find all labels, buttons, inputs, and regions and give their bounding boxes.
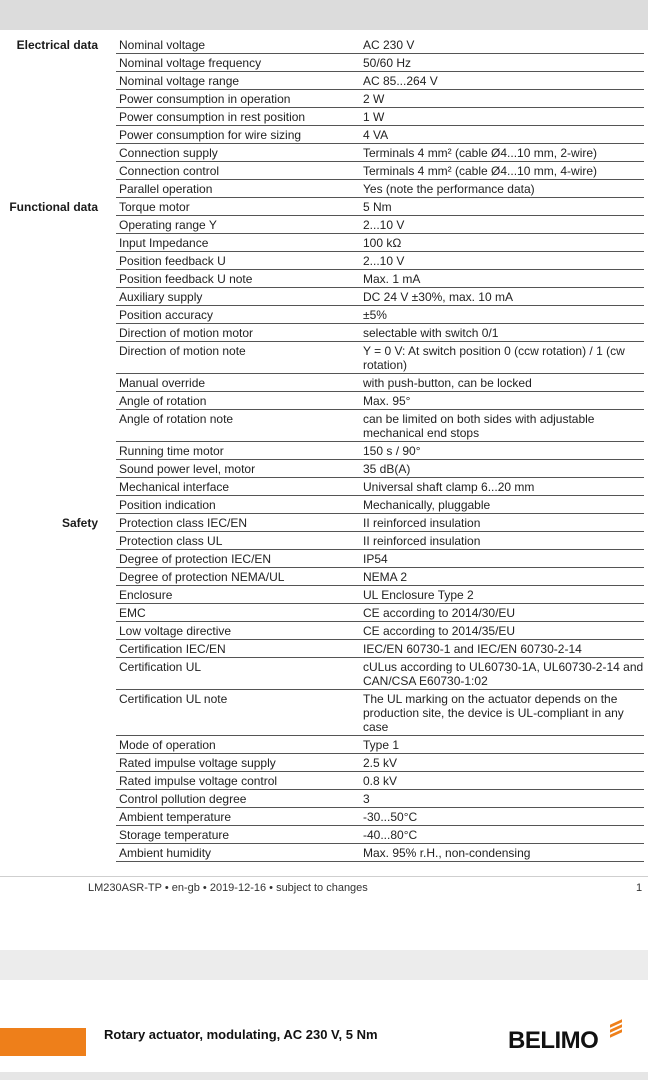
spec-value: Max. 1 mA — [363, 271, 421, 286]
spec-row — [116, 622, 644, 640]
spec-value: IP54 — [363, 551, 388, 566]
spec-key: Sound power level, motor — [119, 461, 256, 476]
spec-key: Running time motor — [119, 443, 224, 458]
spec-key: Nominal voltage range — [119, 73, 240, 88]
spec-value: 3 — [363, 791, 370, 806]
spec-row — [116, 180, 644, 198]
spec-row — [116, 90, 644, 108]
spec-key: Position indication — [119, 497, 216, 512]
spec-row — [116, 658, 644, 690]
spec-key: Degree of protection NEMA/UL — [119, 569, 285, 584]
spec-value: Mechanically, pluggable — [363, 497, 491, 512]
spec-key: Mechanical interface — [119, 479, 230, 494]
spec-row — [116, 108, 644, 126]
spec-row — [116, 162, 644, 180]
spec-value: -30...50°C — [363, 809, 418, 824]
spec-value: Universal shaft clamp 6...20 mm — [363, 479, 535, 494]
spec-value: 2 W — [363, 91, 385, 106]
spec-row — [116, 496, 644, 514]
spec-row — [116, 288, 644, 306]
spec-row — [116, 342, 644, 374]
spec-key: Storage temperature — [119, 827, 230, 842]
logo-mark-icon — [610, 1021, 622, 1037]
spec-value: II reinforced insulation — [363, 533, 481, 548]
section-label: Electrical data — [16, 37, 98, 52]
spec-key: Rated impulse voltage supply — [119, 755, 276, 770]
spec-key: Angle of rotation note — [119, 411, 234, 426]
spec-value: CE according to 2014/35/EU — [363, 623, 516, 638]
spec-value: 4 VA — [363, 127, 389, 142]
spec-row — [116, 790, 644, 808]
spec-row — [116, 234, 644, 252]
spec-key: Auxiliary supply — [119, 289, 203, 304]
spec-row — [116, 410, 644, 442]
footer-divider — [0, 876, 648, 877]
spec-key: Certification UL — [119, 659, 202, 674]
logo-text: BELIMO — [508, 1027, 599, 1054]
spec-row — [116, 640, 644, 658]
spec-key: Angle of rotation — [119, 393, 207, 408]
spec-row — [116, 478, 644, 496]
spec-value: selectable with switch 0/1 — [363, 325, 499, 340]
spec-row — [116, 460, 644, 478]
spec-value: II reinforced insulation — [363, 515, 481, 530]
spec-row — [116, 126, 644, 144]
spec-key: Power consumption for wire sizing — [119, 127, 302, 142]
spec-key: Input Impedance — [119, 235, 209, 250]
spec-row — [116, 306, 644, 324]
spec-key: Ambient humidity — [119, 845, 212, 860]
spec-row — [116, 252, 644, 270]
spec-row — [116, 844, 644, 862]
page-number: 1 — [636, 882, 643, 894]
spec-value: Y = 0 V: At switch position 0 (ccw rotation) / 1 (cw rotation) — [363, 343, 625, 372]
spec-key: Nominal voltage frequency — [119, 55, 262, 70]
spec-value: 100 kΩ — [363, 235, 402, 250]
spec-value: IEC/EN 60730-1 and IEC/EN 60730-2-14 — [363, 641, 582, 656]
spec-key: Parallel operation — [119, 181, 213, 196]
spec-row — [116, 514, 644, 532]
spec-row — [116, 324, 644, 342]
spec-row — [116, 198, 644, 216]
spec-value: Yes (note the performance data) — [363, 181, 535, 196]
spec-value: can be limited on both sides with adjustable mechanical end stops — [363, 411, 595, 440]
spec-row — [116, 54, 644, 72]
spec-value: NEMA 2 — [363, 569, 408, 584]
spec-table — [116, 36, 644, 862]
spec-value: 2...10 V — [363, 253, 405, 268]
spec-key: Enclosure — [119, 587, 173, 602]
spec-row — [116, 772, 644, 790]
spec-row — [116, 374, 644, 392]
spec-value: The UL marking on the actuator depends on the production site, the device is UL-compliant in any case — [363, 691, 624, 734]
spec-key: Certification UL note — [119, 691, 228, 706]
spec-key: Protection class UL — [119, 533, 223, 548]
spec-value: AC 230 V — [363, 37, 415, 52]
spec-key: Power consumption in operation — [119, 91, 291, 106]
spec-key: Position accuracy — [119, 307, 214, 322]
product-title: Rotary actuator, modulating, AC 230 V, 5 Nm — [104, 1027, 378, 1042]
spec-row — [116, 36, 644, 54]
spec-key: Connection supply — [119, 145, 218, 160]
spec-value: 35 dB(A) — [363, 461, 411, 476]
spec-key: EMC — [119, 605, 146, 620]
spec-value: 0.8 kV — [363, 773, 398, 788]
spec-key: Torque motor — [119, 199, 190, 214]
spec-key: Degree of protection IEC/EN — [119, 551, 272, 566]
bottom-band — [0, 1072, 648, 1080]
belimo-logo — [508, 1021, 622, 1057]
spec-key: Ambient temperature — [119, 809, 232, 824]
spec-row — [116, 826, 644, 844]
page-separator — [0, 950, 648, 980]
spec-key: Low voltage directive — [119, 623, 232, 638]
spec-row — [116, 144, 644, 162]
spec-row — [116, 754, 644, 772]
spec-key: Position feedback U note — [119, 271, 253, 286]
spec-key: Rated impulse voltage control — [119, 773, 278, 788]
spec-key: Direction of motion motor — [119, 325, 254, 340]
spec-value: Terminals 4 mm² (cable Ø4...10 mm, 2-wire) — [363, 145, 598, 160]
spec-key: Manual override — [119, 375, 206, 390]
spec-value: -40...80°C — [363, 827, 418, 842]
spec-row — [116, 442, 644, 460]
spec-row — [116, 216, 644, 234]
spec-key: Power consumption in rest position — [119, 109, 306, 124]
spec-value: UL Enclosure Type 2 — [363, 587, 474, 602]
spec-key: Connection control — [119, 163, 220, 178]
spec-row — [116, 550, 644, 568]
spec-key: Certification IEC/EN — [119, 641, 226, 656]
spec-row — [116, 586, 644, 604]
spec-value: 2.5 kV — [363, 755, 398, 770]
spec-row — [116, 72, 644, 90]
spec-row — [116, 270, 644, 288]
spec-value: ±5% — [363, 307, 387, 322]
spec-value: CE according to 2014/30/EU — [363, 605, 516, 620]
spec-key: Control pollution degree — [119, 791, 247, 806]
spec-row — [116, 736, 644, 754]
spec-row — [116, 604, 644, 622]
spec-row — [116, 568, 644, 586]
section-label: Functional data — [9, 199, 98, 214]
spec-value: 150 s / 90° — [363, 443, 421, 458]
spec-row — [116, 392, 644, 410]
spec-value: Max. 95% r.H., non-condensing — [363, 845, 531, 860]
spec-value: with push-button, can be locked — [363, 375, 532, 390]
spec-value: Max. 95° — [363, 393, 411, 408]
spec-key: Operating range Y — [119, 217, 217, 232]
page-top-bar — [0, 0, 648, 30]
spec-value: cULus according to UL60730-1A, UL60730-2-14 and CAN/CSA E60730-1:02 — [363, 659, 644, 688]
spec-key: Nominal voltage — [119, 37, 206, 52]
spec-value: 5 Nm — [363, 199, 392, 214]
spec-value: Terminals 4 mm² (cable Ø4...10 mm, 4-wire) — [363, 163, 598, 178]
spec-value: DC 24 V ±30%, max. 10 mA — [363, 289, 513, 304]
section-label: Safety — [61, 515, 98, 530]
spec-value: 50/60 Hz — [363, 55, 412, 70]
spec-row — [116, 808, 644, 826]
accent-bar — [0, 1028, 86, 1056]
spec-value: 1 W — [363, 109, 385, 124]
footer-text: LM230ASR-TP • en-gb • 2019-12-16 • subject to changes — [88, 882, 368, 894]
spec-key: Mode of operation — [119, 737, 216, 752]
spec-key: Position feedback U — [119, 253, 226, 268]
spec-value: 2...10 V — [363, 217, 405, 232]
spec-key: Direction of motion note — [119, 343, 246, 358]
spec-value: AC 85...264 V — [363, 73, 438, 88]
spec-row — [116, 690, 644, 736]
spec-value: Type 1 — [363, 737, 400, 752]
spec-row — [116, 532, 644, 550]
spec-key: Protection class IEC/EN — [119, 515, 248, 530]
